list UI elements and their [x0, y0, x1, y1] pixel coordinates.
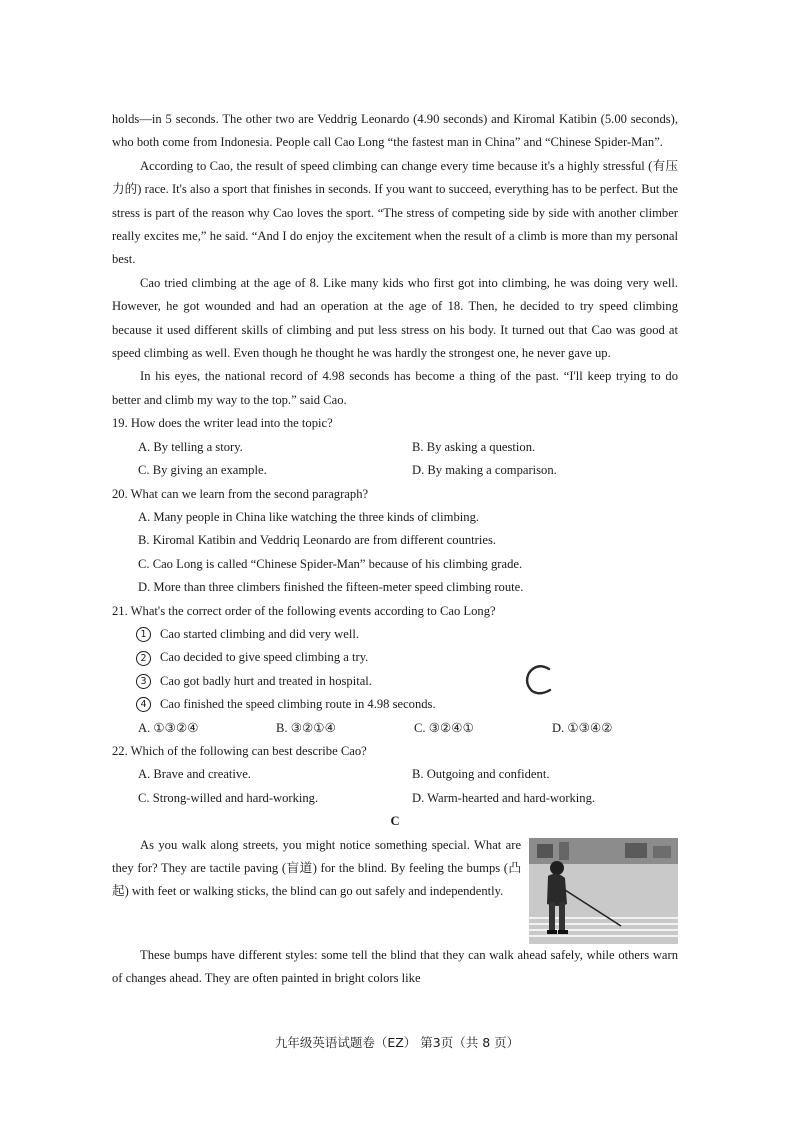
- option-a: A. ①③②④: [138, 720, 199, 735]
- option-b: B. Kiromal Katibin and Veddriq Leonardo are from different countries.: [138, 533, 496, 548]
- option-c: C. Cao Long is called “Chinese Spider-Man” because of his climbing grade.: [138, 556, 523, 571]
- circled-number: 2: [136, 651, 151, 666]
- question-22: [112, 740, 678, 810]
- circled-number: 3: [136, 674, 151, 689]
- page-content: [112, 108, 678, 990]
- page-footer: 九年级英语试题卷（EZ） 第3页（共 8 页）: [274, 1035, 520, 1050]
- handwritten-answer-mark: [522, 663, 556, 702]
- circled-number: 1: [136, 627, 151, 642]
- option-c: C. Strong-willed and hard-working.: [138, 790, 319, 805]
- handwritten-c-icon: [522, 663, 556, 697]
- event-text: Cao started climbing and did very well.: [160, 626, 360, 641]
- passage-c-paragraph-2: These bumps have different styles: some tell the blind that they can walk ahead safely, while others warn of changes ahead. They are often painted in bright colors like: [112, 947, 678, 985]
- blind-person-walking-illustration: [529, 838, 678, 944]
- passage-c-title: C: [390, 814, 400, 829]
- passage-c-intro: [112, 834, 678, 944]
- option-b: B. ③②①④: [276, 720, 336, 735]
- passage-b-paragraph-3: Cao tried climbing at the age of 8. Like many kids who first got into climbing, he was doing very well. However, he got wounded and had an operation at the age of 18. Then, he decided to try speed climbing because it used different skills of climbing and put less stress on his body. It turned out that Cao was good at speed climbing as well. Even though he thought he was hardly the strongest one, he never gave up.: [112, 275, 678, 361]
- option-b: B. Outgoing and confident.: [412, 767, 550, 782]
- option-b: B. By asking a question.: [412, 439, 536, 454]
- option-d: D. Warm-hearted and hard-working.: [412, 790, 596, 805]
- option-c: C. ③②④①: [414, 720, 474, 735]
- question-stem: 19. How does the writer lead into the topic?: [112, 416, 333, 431]
- option-a: A. Many people in China like watching the three kinds of climbing.: [138, 509, 480, 524]
- passage-b-paragraph-2: According to Cao, the result of speed climbing can change every time because it's a highly stressful (有压力的) race. It's also a sport that finishes in seconds. If you want to succeed, everything has to be perfect. But the stress is part of the reason why Cao loves the sport. “The stress of competing side by side with another climber really excites me,” he said. “And I do enjoy the excitement when the result of a climb is more than my personal best.: [112, 158, 678, 267]
- event-3: [112, 670, 678, 693]
- options: [112, 717, 678, 740]
- question-21: [112, 600, 678, 740]
- option-a: A. By telling a story.: [138, 439, 243, 454]
- event-text: Cao finished the speed climbing route in 4.98 seconds.: [160, 697, 436, 712]
- options: [112, 763, 678, 810]
- event-text: Cao got badly hurt and treated in hospital.: [160, 673, 372, 688]
- option-d: D. ①③④②: [552, 720, 613, 735]
- question-20: [112, 483, 678, 600]
- blind-person-photo: [529, 838, 678, 944]
- option-d: D. More than three climbers finished the fifteen-meter speed climbing route.: [138, 580, 524, 595]
- question-stem: 21. What's the correct order of the following events according to Cao Long?: [112, 603, 496, 618]
- options: [112, 436, 678, 483]
- question-stem: 20. What can we learn from the second paragraph?: [112, 486, 369, 501]
- option-c: C. By giving an example.: [138, 463, 267, 478]
- circled-number: 4: [136, 697, 151, 712]
- passage-c-paragraph-1: As you walk along streets, you might notice something special. What are they for? They are tactile paving (盲道) for the blind. By feeling the bumps (凸起) with feet or walking sticks, the blind can go out safely and independently.: [112, 837, 522, 899]
- event-4: [112, 693, 678, 716]
- event-text: Cao decided to give speed climbing a try.: [160, 650, 369, 665]
- option-a: A. Brave and creative.: [138, 767, 251, 782]
- event-2: [112, 646, 678, 669]
- question-19: [112, 412, 678, 482]
- option-d: D. By making a comparison.: [412, 463, 557, 478]
- passage-b-paragraph-1: holds—in 5 seconds. The other two are Veddrig Leonardo (4.90 seconds) and Kiromal Katibin (5.00 seconds), who both come from Indonesia. People call Cao Long “the fastest man in China” and “Chinese Spider-Man”.: [112, 112, 678, 150]
- event-1: [112, 623, 678, 646]
- options: [112, 506, 678, 600]
- passage-b-paragraph-4: In his eyes, the national record of 4.98 seconds has become a thing of the past. “I'll keep trying to do better and climb my way to the top.” said Cao.: [112, 369, 678, 407]
- question-stem: 22. Which of the following can best describe Cao?: [112, 743, 367, 758]
